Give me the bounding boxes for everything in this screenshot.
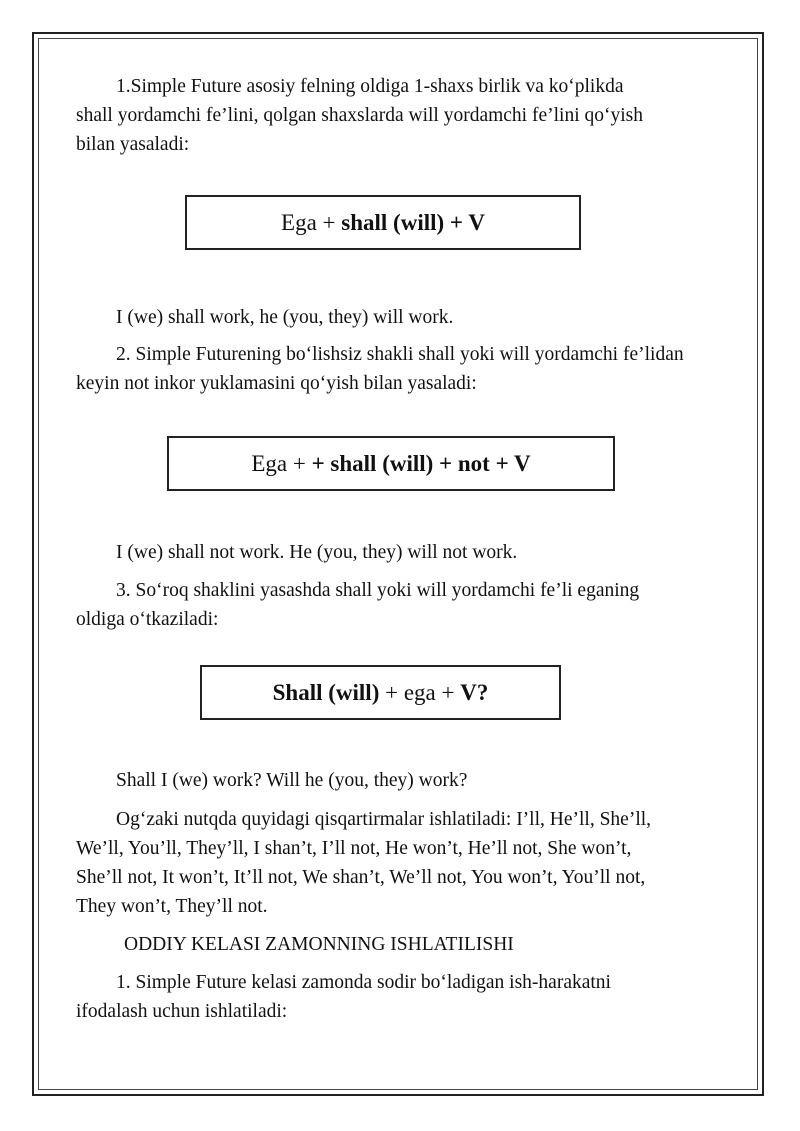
paragraph-4-line-1: Og‘zaki nutqda quyidagi qisqartirmalar ishlatiladi: I’ll, He’ll, She’ll, (116, 809, 652, 830)
paragraph-1-line-3: bilan yasaladi: (76, 134, 190, 155)
formula-box-interrogative (200, 665, 561, 720)
paragraph-3 (76, 576, 744, 634)
paragraph-1-line-1: 1.Simple Future asosiy felning oldiga 1-shaxs birlik va ko‘plikda (116, 76, 624, 97)
formula-box-affirmative (185, 195, 581, 250)
formula-2-prefix: Ega + (251, 450, 312, 476)
formula-3-bold-start: Shall (will) (272, 679, 380, 705)
section-heading: ODDIY KELASI ZAMONNING ISHLATILISHI (124, 934, 514, 955)
paragraph-5-line-1: 1. Simple Future kelasi zamonda sodir bo‘ladigan ish-harakatni (116, 972, 611, 993)
paragraph-4-line-3: She’ll not, It won’t, It’ll not, We shan’t, We’ll not, You won’t, You’ll not, (76, 867, 646, 888)
example-interrogative: Shall I (we) work? Will he (you, they) work? (116, 770, 468, 791)
paragraph-5-line-2: ifodalash uchun ishlatiladi: (76, 1001, 288, 1022)
example-affirmative: I (we) shall work, he (you, they) will work. (116, 307, 454, 328)
paragraph-5 (76, 968, 744, 1026)
formula-3-bold-end: V? (460, 679, 489, 705)
paragraph-2-line-1: 2. Simple Futurening bo‘lishsiz shakli shall yoki will yordamchi fe’lidan (116, 344, 684, 365)
paragraph-2 (76, 340, 744, 398)
formula-3-middle: + ega + (379, 679, 461, 705)
paragraph-4 (76, 805, 744, 921)
formula-1-prefix: Ega + (281, 209, 342, 235)
paragraph-1-line-2: shall yordamchi fe’lini, qolgan shaxslarda will yordamchi fe’lini qo‘yish (76, 105, 643, 126)
formula-1-bold: shall (will) + V (341, 209, 485, 235)
paragraph-4-line-4: They won’t, They’ll not. (76, 896, 268, 917)
paragraph-3-line-2: oldiga o‘tkaziladi: (76, 609, 219, 630)
example-negative: I (we) shall not work. He (you, they) will not work. (116, 542, 518, 563)
formula-box-negative (167, 436, 615, 491)
paragraph-3-line-1: 3. So‘roq shaklini yasashda shall yoki will yordamchi fe’li eganing (116, 580, 640, 601)
paragraph-4-line-2: We’ll, You’ll, They’ll, I shan’t, I’ll not, He won’t, He’ll not, She won’t, (76, 838, 632, 859)
formula-2-bold: + shall (will) + not + V (311, 450, 531, 476)
paragraph-2-line-2: keyin not inkor yuklamasini qo‘yish bilan yasaladi: (76, 373, 477, 394)
paragraph-1 (76, 72, 744, 159)
